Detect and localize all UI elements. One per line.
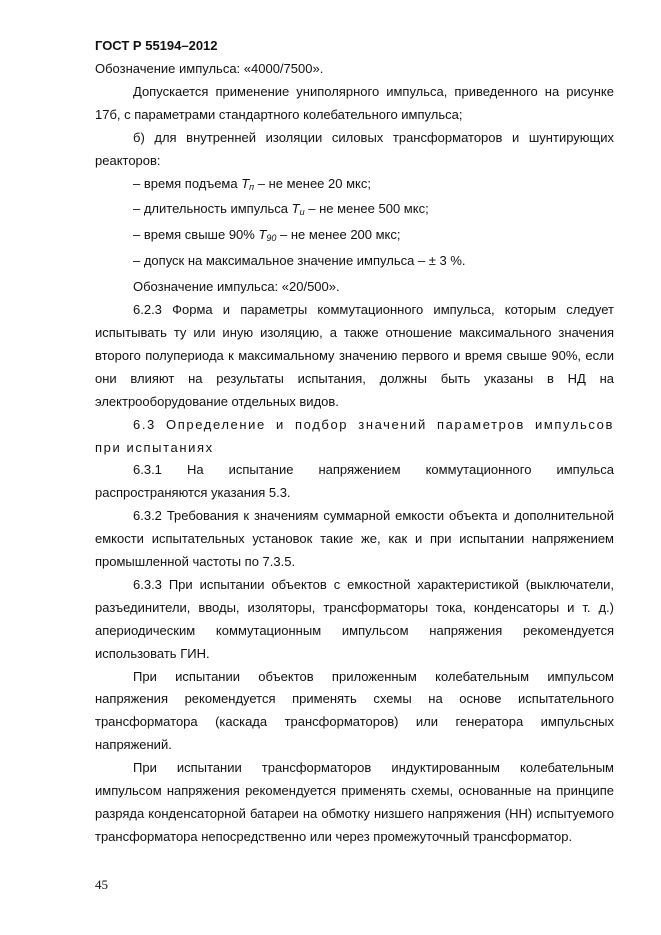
paragraph: 6.3.2 Требования к значениям суммарной емкости объекта и дополнительной емкости испытательных установок такие же, как и при испытании напряжением промышленной частоты по 7.3.5. bbox=[95, 508, 614, 570]
paragraph: Допускается применение униполярного импульса, приведенного на рисунке 17б, с параметрами стандартного колебательного импульса; bbox=[95, 83, 614, 122]
list-item: – время подъема $T_п$ – не менее 20 мкс; bbox=[133, 175, 371, 192]
document-page bbox=[95, 34, 614, 849]
paragraph: Обозначение импульса: «20/500». bbox=[133, 279, 340, 295]
section-heading: 6.3 Определение и подбор значений параметров импульсов при испытаниях bbox=[95, 416, 614, 455]
paragraph: При испытании трансформаторов индуктированным колебательным импульсом напряжения рекомендуется применять схемы, основанные на принципе разряда конденсаторной батареи на обмотку низшего напряжения (НН) испытуемого трансформатора непосредственно или через промежуточный трансформатор. bbox=[95, 760, 614, 844]
paragraph: б) для внутренней изоляции силовых трансформаторов и шунтирующих реакторов: bbox=[95, 129, 614, 168]
list-item: – время свыше 90% $T_{90}$ – не менее 200 мкс; bbox=[133, 227, 401, 244]
paragraph: 6.3.1 На испытание напряжением коммутационного импульса bbox=[133, 462, 614, 478]
list-item: – длительность импульса $T_и$ – не менее 500 мкс; bbox=[133, 201, 429, 218]
paragraph: 6.2.3 Форма и параметры коммутационного импульса, которым следует испытывать ту или иную изоляцию, а также отношение максимального значения второго полупериода к максимальному значению первого и время свыше 90%, если они влияют на результаты испытания, должны быть указаны в НД на электрооборудование отдельных видов. bbox=[95, 302, 614, 409]
document-header: ГОСТ Р 55194–2012 bbox=[95, 38, 218, 53]
paragraph: 6.3.3 При испытании объектов с емкостной характеристикой (выключатели, разъединители, вводы, изоляторы, трансформаторы тока, конденсаторы и т. д.) апериодическим коммутационным импульсом напряжения рекомендуется использовать ГИН. bbox=[95, 576, 614, 661]
page-number: 45 bbox=[95, 877, 108, 892]
paragraph: При испытании объектов приложенным колебательным импульсом напряжения рекомендуется применять схемы на основе испытательного трансформатора (каскада трансформаторов) или генератора импульсных напряжений. bbox=[95, 668, 614, 753]
paragraph: распространяются указания 5.3. bbox=[95, 485, 291, 501]
list-item: – допуск на максимальное значение импульса – ± 3 %. bbox=[133, 253, 466, 269]
paragraph: Обозначение импульса: «4000/7500». bbox=[95, 61, 324, 76]
